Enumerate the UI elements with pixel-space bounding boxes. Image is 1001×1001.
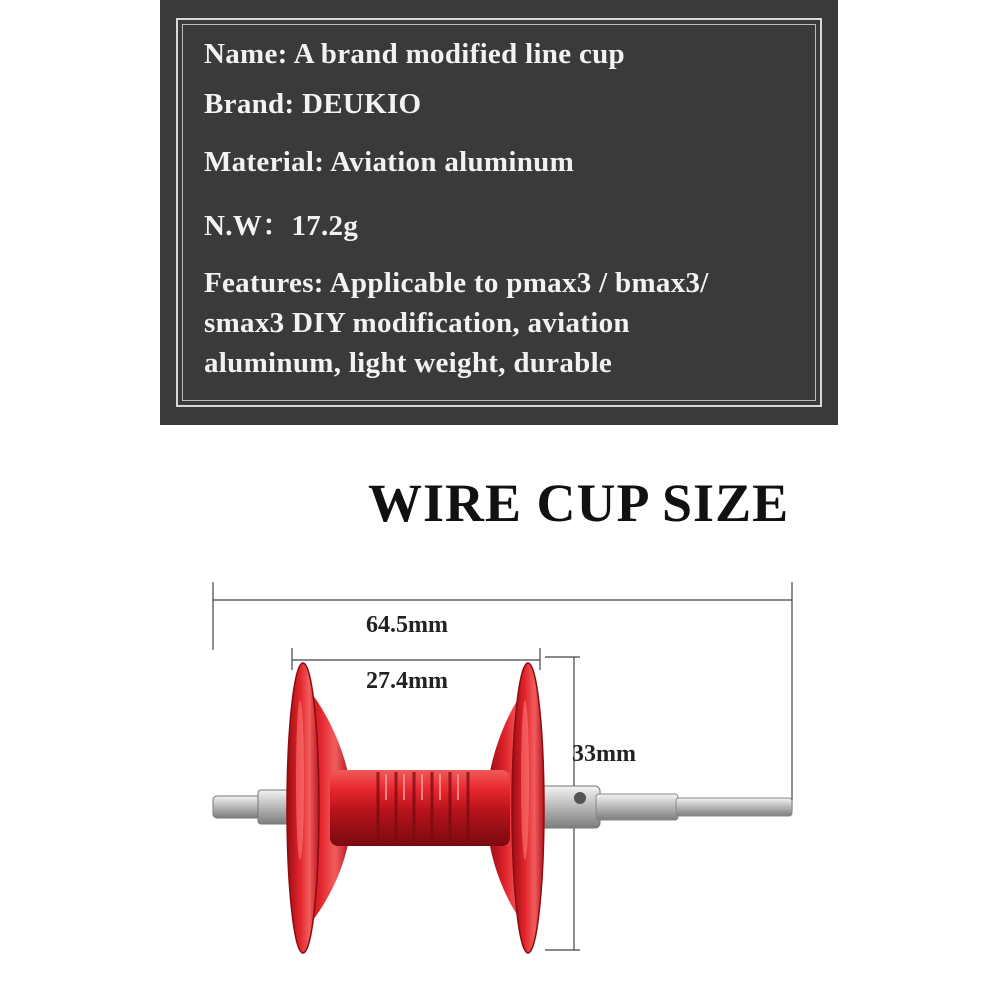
overall-length-label: 64.5mm [366,612,448,638]
spec-name: Name: A brand modified line cup [204,38,625,70]
spool-diagram [0,560,1001,1000]
spool-diameter-label: 33mm [572,741,636,767]
spec-net-weight: N.W：17.2g [204,210,359,242]
spec-features-line-2: smax3 DIY modification, aviation [204,307,630,339]
spec-brand: Brand: DEUKIO [204,88,422,120]
spec-material: Material: Aviation aluminum [204,146,575,178]
spec-features-line-1: Features: Applicable to pmax3 / bmax3/ [204,267,709,299]
spec-features-line-3: aluminum, light weight, durable [204,347,613,379]
size-title: WIRE CUP SIZE [368,473,790,533]
spool-width-label: 27.4mm [366,668,448,694]
spool-body [287,663,544,953]
spec-panel [160,0,838,425]
